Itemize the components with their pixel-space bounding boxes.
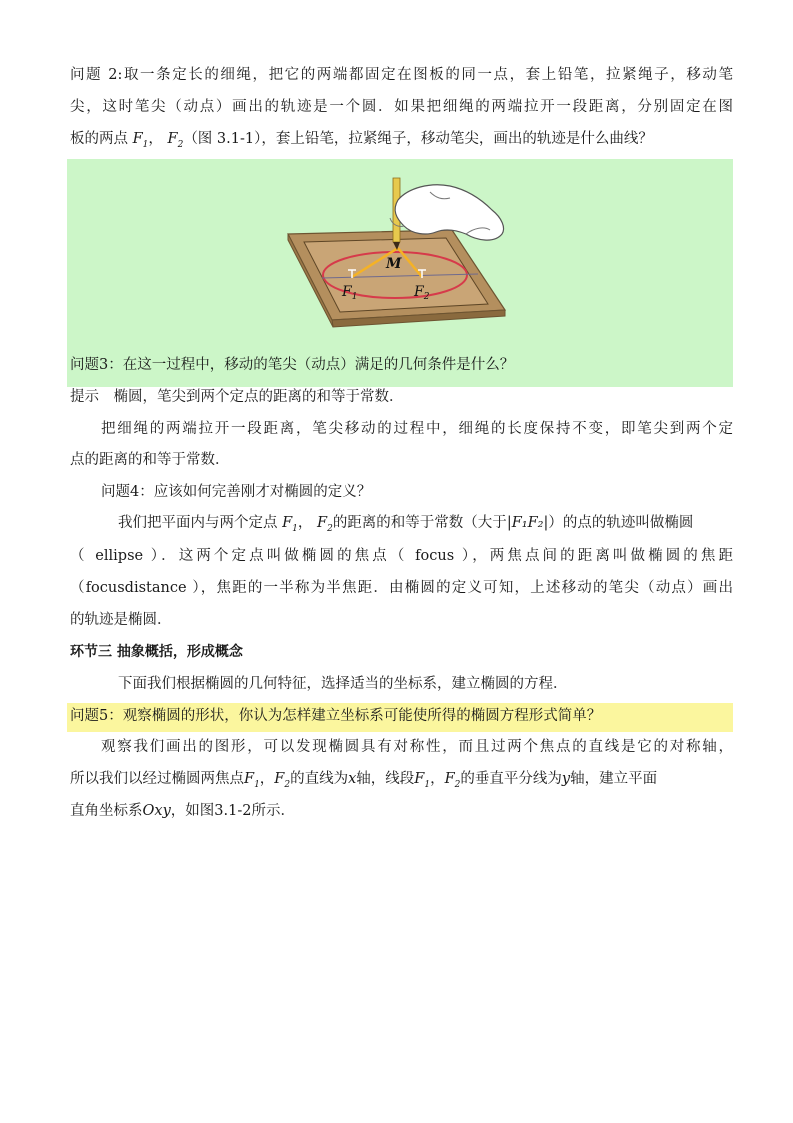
symbol-oxy: Oxy — [142, 803, 171, 819]
symbol-f2: $F_2$ — [317, 515, 333, 534]
paragraph-explain-line1: 把细绳的两端拉开一段距离，笔尖移动的过程中，细绳的长度保持不变，即笔尖到两个定 — [101, 421, 733, 437]
svg-text:M — [385, 256, 402, 272]
definition-line3: （focusdistance ），焦距的一半称为半焦距．由椭圆的定义可知，上述移动的笔尖（动点）画出 — [70, 580, 733, 596]
symbol-f2: $F_2$ — [444, 771, 461, 790]
paragraph-observe-line3: 直角坐标系Oxy，如图3.1-2所示． — [70, 803, 295, 819]
symbol-f1: $F_1$ — [132, 131, 149, 150]
symbol-f2: $F_2$ — [167, 131, 184, 150]
definition-line2: （ ellipse ）．这两个定点叫做椭圆的焦点（ focus ），两焦点间的距离叫做椭圆的焦距 — [70, 548, 733, 564]
definition-line4: 的轨迹是椭圆． — [70, 612, 172, 628]
f1-label: $F_1$ — [342, 284, 358, 302]
symbol-f1: $F_1$ — [282, 515, 298, 534]
question-5: 问题5：观察椭圆的形状，你认为怎样建立坐标系可能使所得的椭圆方程形式简单？ — [70, 708, 602, 724]
symbol-f1: $F_1$ — [244, 771, 260, 790]
symbol-f2: $F_2$ — [274, 771, 291, 790]
symbol-f1: $F_1$ — [414, 771, 431, 790]
ellipse-drawing-figure — [280, 170, 510, 350]
symbol-y: y — [561, 771, 571, 787]
paragraph-observe-line1: 观察我们画出的图形，可以发现椭圆具有对称性，而且过两个焦点的直线是它的对称轴， — [101, 739, 733, 755]
paragraph-q2-line1: 问题 2:取一条定长的细绳，把它的两端都固定在图板的同一点，套上铅笔，拉紧绳子，移动笔 — [70, 67, 733, 83]
abs-f1f2: |F₁F₂| — [506, 515, 549, 531]
hint-line: 提示 椭圆，笔尖到两个定点的距离的和等于常数． — [70, 389, 404, 405]
paragraph-q2-line2: 尖，这时笔尖（动点）画出的轨迹是一个圆．如果把细绳的两端拉开一段距离，分别固定在图 — [70, 99, 733, 115]
paragraph-explain-line2: 点的距离的和等于常数． — [70, 452, 230, 468]
paragraph-q2-line3: 板的两点 $F_1$， $F_2$（图 3.1-1），套上铅笔，拉紧绳子，移动笔尖，画出的轨迹是什么曲线？ — [70, 131, 653, 150]
paragraph-intro: 下面我们根据椭圆的几何特征，选择适当的坐标系，建立椭圆的方程． — [118, 676, 568, 692]
f2-label: $F_2$ — [414, 284, 430, 302]
section-heading: 环节三 抽象概括，形成概念 — [70, 644, 243, 660]
paragraph-observe-line2: 所以我们以经过椭圆两焦点$F_1$，$F_2$的直线为x轴，线段$F_1$，$F_2$的垂直平分线为y轴，建立平面 — [70, 771, 658, 790]
question-3: 问题3：在这一过程中，移动的笔尖（动点）满足的几何条件是什么？ — [70, 357, 515, 373]
symbol-x: x — [348, 771, 357, 787]
definition-line1: 我们把平面内与两个定点 $F_1$， $F_2$的距离的和等于常数（大于|F₁F₂|）的点的轨迹叫做椭圆 — [118, 515, 694, 534]
point-m-label: M — [386, 256, 402, 272]
question-4: 问题4：应该如何完善刚才对椭圆的定义？ — [101, 484, 372, 500]
